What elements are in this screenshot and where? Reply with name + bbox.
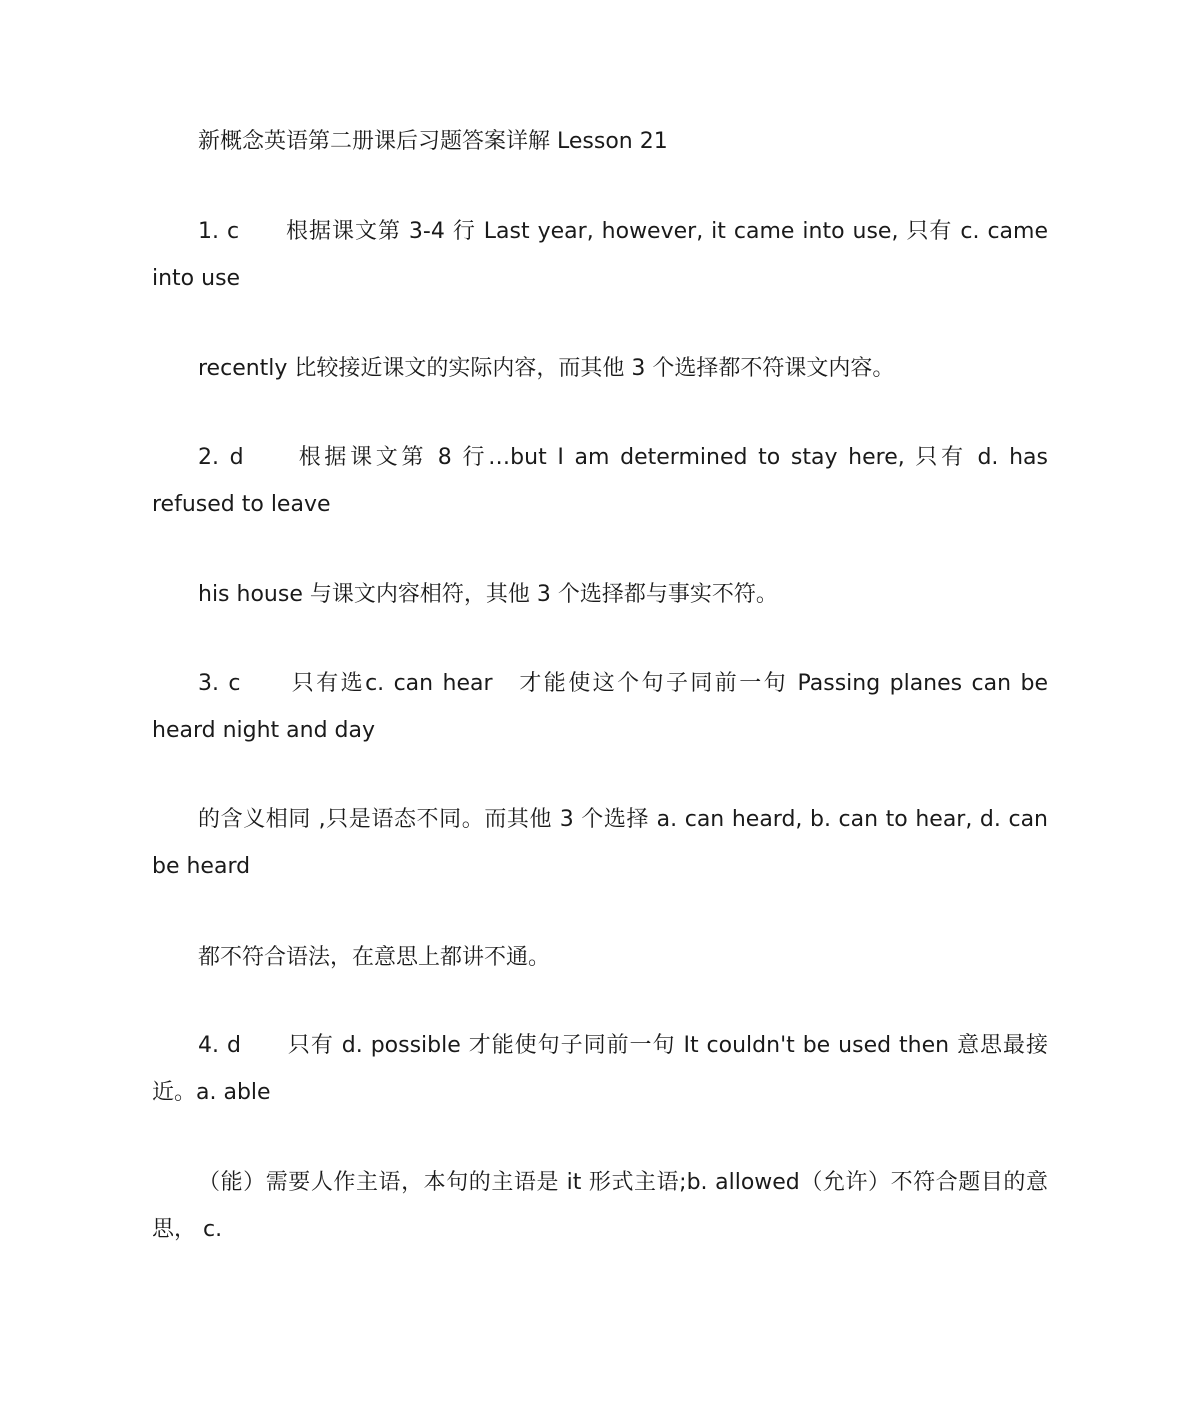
answer-4-explanation: 4. d 只有 d. possible 才能使句子同前一句 It couldn't be used then 意思最接近。a. able	[152, 1033, 1048, 1105]
document-title: 新概念英语第二册课后习题答案详解 Lesson 21	[198, 129, 668, 154]
answer-4-explanation-continued: （能）需要人作主语，本句的主语是 it 形式主语;b. allowed（允许）不符合题目的意思， c.	[152, 1170, 1048, 1242]
answer-1-explanation-continued: recently 比较接近课文的实际内容，而其他 3 个选择都不符课文内容。	[198, 356, 895, 381]
answer-2-explanation-continued: his house 与课文内容相符，其他 3 个选择都与事实不符。	[198, 582, 778, 607]
answer-3-explanation-end: 都不符合语法，在意思上都讲不通。	[198, 945, 551, 970]
answer-3-explanation: 3. c 只有选c. can hear 才能使这个句子同前一句 Passing planes can be heard night and day	[152, 671, 1048, 743]
answer-2-explanation: 2. d 根据课文第 8 行…but I am determined to stay here, 只有 d. has refused to leave	[152, 445, 1048, 517]
answer-1-explanation: 1. c 根据课文第 3-4 行 Last year, however, it came into use, 只有 c. came into use	[152, 219, 1048, 291]
answer-3-explanation-continued: 的含义相同 ,只是语态不同。而其他 3 个选择 a. can heard, b. can to hear, d. can be heard	[152, 807, 1048, 879]
